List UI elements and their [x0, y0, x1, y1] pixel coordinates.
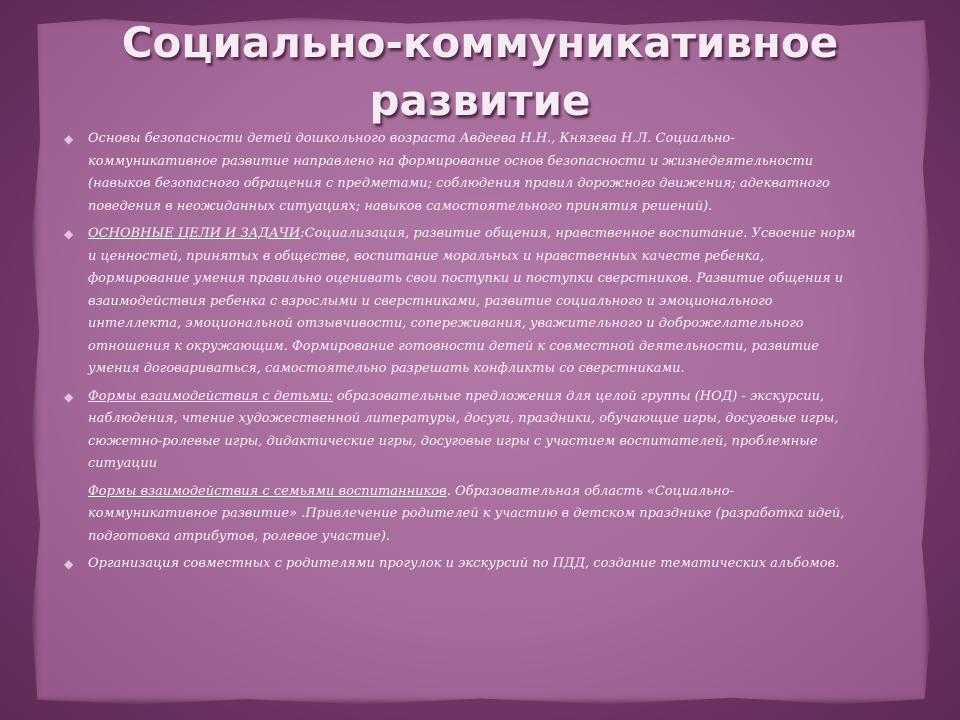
- item-text: :Социализация, развитие общения, нравственное воспитание. Усвоение норм и ценностей, принятых в обществе, воспитание моральных и нравственных качеств ребенка, формирование умения правильно оценивать свои поступки и поступки сверстников. Развитие общения и взаимодействия ребенка с взрослыми и сверстниками, развитие социального и эмоционального интеллекта, эмоциональной отзывчивости, сопереживания, уважительного и доброжелательного отношения к окружающим. Формирование готовности детей к совместной деятельности, развитие умения договариваться, самостоятельно разрешать конфликты со сверстниками.: [88, 226, 856, 376]
- item-heading: Формы взаимодействия с детьми:: [88, 388, 333, 404]
- bullet-diamond-icon: ◆: [64, 132, 74, 146]
- list-item: [60, 128, 860, 218]
- slide-title: [40, 14, 920, 130]
- item-heading: ОСНОВНЫЕ ЦЕЛИ И ЗАДАЧИ: [88, 226, 301, 241]
- list-item: [60, 223, 860, 381]
- list-item: [60, 481, 860, 549]
- bullet-list: [60, 128, 860, 581]
- item-text: . Образовательная область «Социально-коммуникативное развитие» .Привлечение родителей к участию в детском празднике (разработка идей, подготовка атрибутов, ролевое участие).: [88, 483, 845, 544]
- list-item: [60, 553, 860, 576]
- item-heading: Формы взаимодействия с семьями воспитанников: [88, 483, 447, 499]
- bullet-diamond-icon: ◆: [64, 557, 74, 571]
- title-line-1: Социально-коммуникативное: [121, 18, 839, 67]
- item-text: Основы безопасности детей дошкольного возраста Авдеева Н.Н., Князева Н.Л. Социально-коммуникативное развитие направлено на формирование основ безопасности и жизнедеятельности (навыков безопасного обращения с предметами; соблюдения правил дорожного движения; адекватного поведения в неожиданных ситуациях; навыков самостоятельного принятия решений).: [88, 131, 830, 214]
- bullet-diamond-icon: ◆: [64, 227, 74, 241]
- item-text: Организация совместных с родителями прогулок и экскурсий по ПДД, создание тематических альбомов.: [88, 556, 840, 571]
- item-text: образовательные предложения для целой группы (НОД) - экскурсии, наблюдения, чтение художественной литературы, досуги, праздники, обучающие игры, досуговые игры, сюжетно-ролевые игры, дидактические игры, досуговые игры с участием воспитателей, проблемные ситуации: [88, 388, 839, 471]
- list-item: [60, 386, 860, 476]
- bullet-diamond-icon: ◆: [64, 389, 74, 404]
- title-line-2: развитие: [369, 76, 591, 125]
